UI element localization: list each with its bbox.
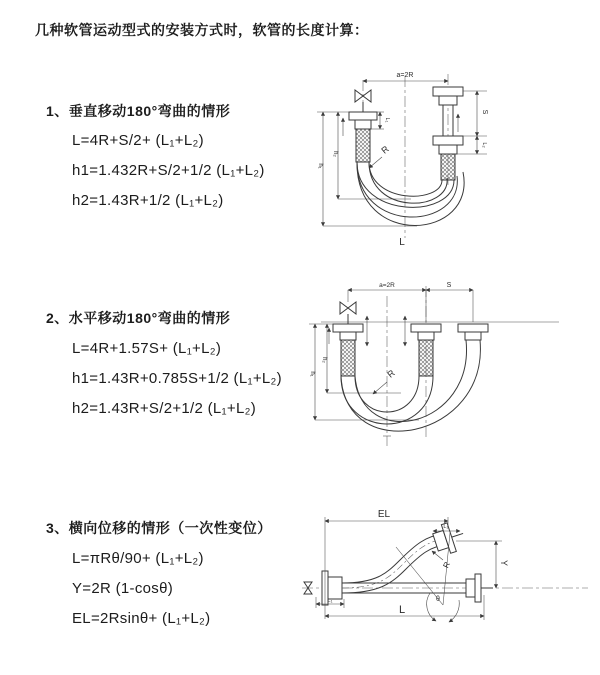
dim-label-el: EL xyxy=(377,509,391,520)
section-3-heading: 3、横向位移的情形（一次性变位） xyxy=(46,520,272,536)
dim-label-s: S xyxy=(481,109,488,115)
formula-line: EL=2Rsinθ+ (L₁+L₂) xyxy=(72,610,211,627)
radius-label: R xyxy=(379,143,391,156)
dim-label-l2: L₂ xyxy=(481,142,487,148)
dim-label-l1: L₁ xyxy=(384,117,390,123)
diagram-lateral-displacement xyxy=(296,503,596,658)
length-label: L xyxy=(399,237,405,248)
dim-label-h1: h₁ xyxy=(317,163,323,169)
middle-fitting xyxy=(411,324,441,376)
right-fitting-upper xyxy=(433,87,463,105)
moved-fitting xyxy=(458,324,488,340)
section-2-heading: 2、水平移动180°弯曲的情形 xyxy=(46,310,231,326)
formula-line: h2=1.43R+1/2 (L₁+L₂) xyxy=(72,192,224,209)
formula-line: h1=1.43R+0.785S+1/2 (L₁+L₂) xyxy=(72,370,282,387)
dim-label-s: S xyxy=(446,282,452,289)
radius-label: R xyxy=(385,367,397,380)
right-fitting-lower xyxy=(433,136,463,180)
formula-line: h1=1.432R+S/2+1/2 (L₁+L₂) xyxy=(72,162,265,179)
formula-line: L=πRθ/90+ (L₁+L₂) xyxy=(72,550,204,567)
dim-label-a2r: a=2R xyxy=(379,282,395,289)
left-fitting xyxy=(333,324,363,376)
formula-line: L=4R+S/2+ (L₁+L₂) xyxy=(72,132,204,149)
left-fitting xyxy=(349,112,377,162)
diagram-horizontal-u-bend xyxy=(303,278,593,483)
dim-label-h1: h₁ xyxy=(309,371,315,377)
dim-label-l2: L₂ xyxy=(443,524,449,530)
radius-label: R xyxy=(441,560,453,570)
formula-line: L=4R+1.57S+ (L₁+L₂) xyxy=(72,340,222,357)
dim-label-l: L xyxy=(398,604,406,616)
formula-line: h2=1.43R+S/2+1/2 (L₁+L₂) xyxy=(72,400,257,417)
diagram-vertical-u-bend xyxy=(305,66,595,271)
page-title: 几种软管运动型式的安装方式时，软管的长度计算： xyxy=(35,22,369,38)
formula-line: Y=2R (1-cosθ) xyxy=(72,580,174,597)
dim-label-l1: L₁ xyxy=(327,598,333,604)
dim-label-a2r: a=2R xyxy=(396,72,414,79)
angle-label: θ xyxy=(436,596,440,603)
valve-icon xyxy=(340,302,356,324)
dim-label-y: Y xyxy=(499,559,509,567)
dim-label-h2: h₂ xyxy=(321,357,327,363)
dim-label-h2: h₂ xyxy=(332,151,338,157)
section-1-heading: 1、垂直移动180°弯曲的情形 xyxy=(46,103,231,119)
right-fitting-original xyxy=(466,574,493,602)
